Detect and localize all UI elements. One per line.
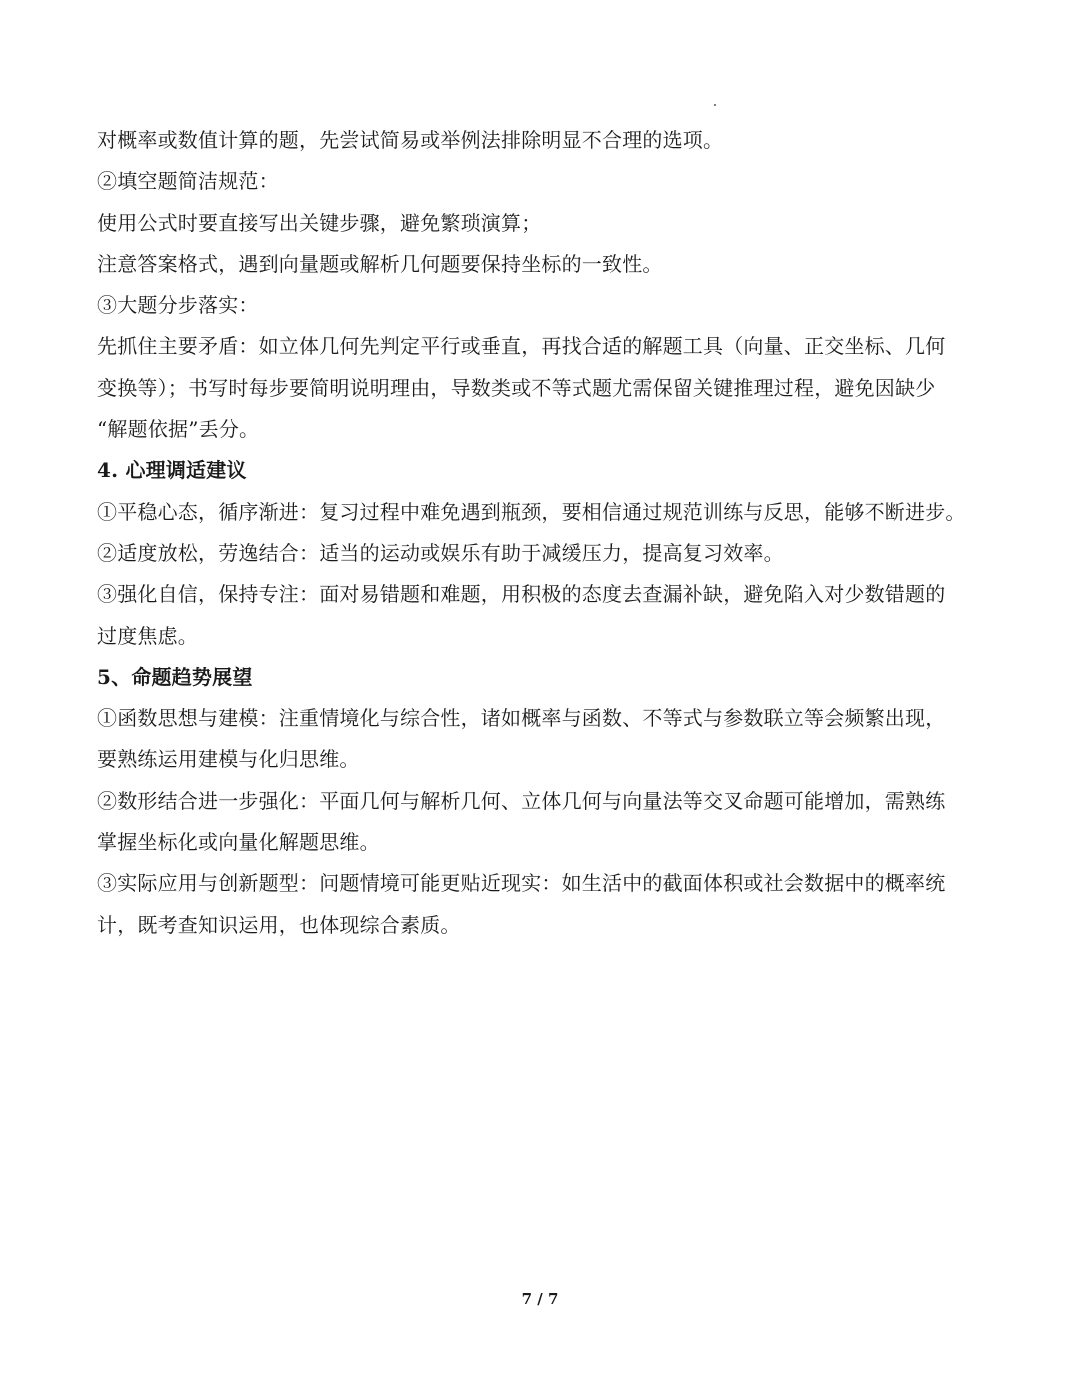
paragraph-line: 计，既考查知识运用，也体现综合素质。 (97, 912, 461, 937)
paragraph-line: 掌握坐标化或向量化解题思维。 (97, 830, 380, 855)
paragraph-line: “解题依据”丢分。 (97, 417, 260, 442)
section-heading-psychology: 4. 心理调适建议 (97, 458, 247, 483)
paragraph-line: 对概率或数值计算的题，先尝试简易或举例法排除明显不合理的选项。 (97, 128, 724, 152)
subheading-fill-in: ②填空题简洁规范： (97, 169, 279, 194)
paragraph-line: 使用公式时要直接写出关键步骤，避免繁琐演算； (97, 210, 542, 235)
paragraph-line: 注意答案格式，遇到向量题或解析几何题要保持坐标的一致性。 (97, 251, 663, 276)
page-number: 7 / 7 (521, 1290, 559, 1308)
paragraph-line: 要熟练运用建模与化归思维。 (97, 747, 360, 772)
paragraph-line: ①函数思想与建模：注重情境化与综合性，诸如概率与函数、不等式与参数联立等会频繁出现， (97, 706, 946, 731)
paragraph-line: ②数形结合进一步强化：平面几何与解析几何、立体几何与向量法等交叉命题可能增加，需熟练 (97, 788, 946, 813)
section-heading-trends: 5、命题趋势展望 (97, 664, 253, 689)
paragraph-line: ③实际应用与创新题型：问题情境可能更贴近现实：如生活中的截面体积或社会数据中的概率统 (97, 871, 946, 896)
paragraph-line: ②适度放松，劳逸结合：适当的运动或娱乐有助于减缓压力，提高复习效率。 (97, 540, 784, 565)
paragraph-line: ①平稳心态，循序渐进：复习过程中难免遇到瓶颈，要相信通过规范训练与反思，能够不断进步。 (97, 499, 966, 524)
subheading-major-questions: ③大题分步落实： (97, 293, 259, 318)
speck-mark (714, 104, 716, 106)
paragraph-line: ③强化自信，保持专注：面对易错题和难题，用积极的态度去查漏补缺，避免陷入对少数错题的 (97, 582, 946, 607)
paragraph-line: 先抓住主要矛盾：如立体几何先判定平行或垂直，再找合适的解题工具（向量、正交坐标、几何 (97, 334, 946, 359)
document-body (97, 120, 997, 946)
paragraph-line: 变换等）；书写时每步要简明说明理由，导数类或不等式题尤需保留关键推理过程，避免因缺少 (97, 375, 936, 400)
paragraph-line: 过度焦虑。 (97, 623, 198, 648)
